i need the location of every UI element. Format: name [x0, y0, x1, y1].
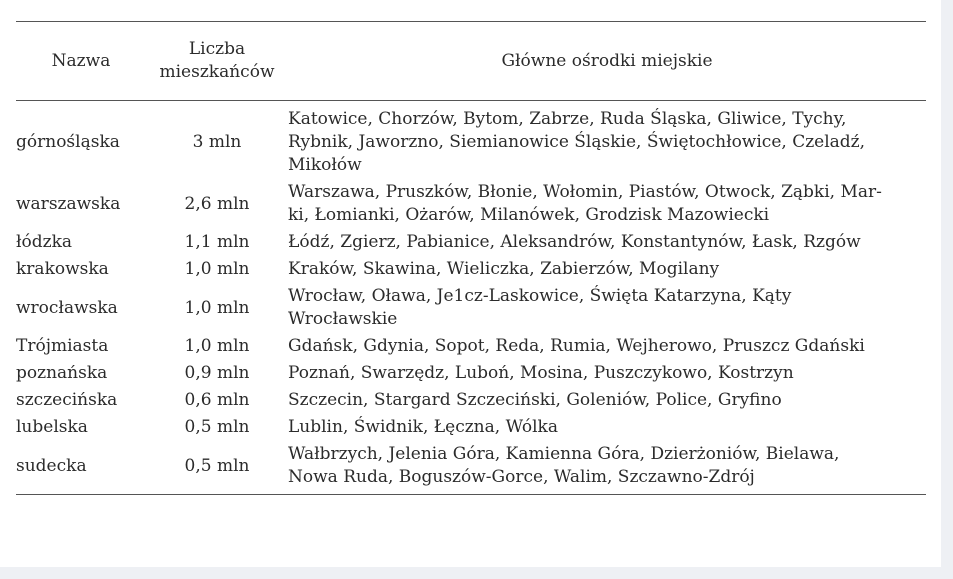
agglomeration-name: poznańska — [16, 363, 108, 383]
cities-list — [288, 441, 926, 495]
cities-line: Katowice, Chorzów, Bytom, Zabrze, Ruda Śląska, Gliwice, Tychy, — [288, 109, 847, 129]
table-header — [16, 22, 926, 101]
cities-line: Wrocław, Oława, Je1cz-Laskowice, Święta Katarzyna, Kąty — [288, 286, 792, 306]
cities-list — [288, 387, 926, 414]
agglomeration-name: krakowska — [16, 259, 109, 279]
header-cities: Główne ośrodki miejskie — [501, 50, 713, 71]
population-value: 1,1 mln — [184, 232, 250, 252]
cities-list — [288, 414, 926, 441]
cities-list — [288, 283, 926, 333]
cities-line: Rybnik, Jaworzno, Siemianowice Śląskie, Świętochłowice, Czeladź, — [288, 132, 866, 152]
cities-list — [288, 229, 926, 256]
header-population — [146, 22, 288, 101]
agglomeration-name: szczecińska — [16, 390, 118, 410]
agglomeration-name: warszawska — [16, 193, 121, 214]
cities-line: Wałbrzych, Jelenia Góra, Kamienna Góra, Dzierżoniów, Bielawa, — [288, 444, 840, 464]
cities-line: Kraków, Skawina, Wieliczka, Zabierzów, Mogilany — [288, 259, 720, 279]
table-row — [16, 283, 926, 333]
cities-list — [288, 333, 926, 360]
cities-line: Łódź, Zgierz, Pabianice, Aleksandrów, Konstantynów, Łask, Rzgów — [288, 232, 861, 252]
population-value: 2,6 mln — [184, 193, 250, 214]
header-population-line1: Liczba — [188, 39, 246, 59]
cities-line: Szczecin, Stargard Szczeciński, Goleniów, Police, Gryfino — [288, 390, 782, 410]
table-row — [16, 387, 926, 414]
agglomeration-name: Trójmiasta — [16, 336, 109, 356]
table-row — [16, 414, 926, 441]
cities-list — [288, 360, 926, 387]
table-body — [16, 101, 926, 495]
agglomeration-name: górnośląska — [16, 132, 120, 152]
header-name: Nazwa — [51, 50, 111, 71]
population-value: 0,6 mln — [184, 390, 250, 410]
header-population-line2: mieszkańców — [159, 62, 275, 82]
population-value: 0,5 mln — [184, 417, 250, 437]
cities-list — [288, 101, 926, 180]
population-value: 0,5 mln — [184, 455, 250, 476]
cities-line: Nowa Ruda, Boguszów-Gorce, Walim, Szczawno-Zdrój — [288, 467, 755, 487]
cities-line: Gdańsk, Gdynia, Sopot, Reda, Rumia, Wejherowo, Pruszcz Gdański — [288, 336, 865, 356]
header-row — [16, 22, 926, 101]
table-row — [16, 256, 926, 283]
agglomeration-name: lubelska — [16, 417, 88, 437]
table-row — [16, 179, 926, 229]
population-value: 0,9 mln — [184, 363, 250, 383]
agglomeration-name: łódzka — [16, 232, 73, 252]
cities-list — [288, 256, 926, 283]
table-row — [16, 101, 926, 180]
cities-line: Wrocławskie — [288, 309, 398, 329]
cities-line: Poznań, Swarzędz, Luboń, Mosina, Puszczykowo, Kostrzyn — [288, 363, 794, 383]
population-value: 1,0 mln — [184, 259, 250, 279]
table-row — [16, 441, 926, 495]
cities-line: Warszawa, Pruszków, Błonie, Wołomin, Piastów, Otwock, Ząbki, Mar- — [288, 182, 882, 202]
agglomeration-name: sudecka — [16, 455, 87, 476]
population-value: 3 mln — [192, 132, 242, 152]
table-row — [16, 333, 926, 360]
table-row — [16, 229, 926, 256]
cities-list — [288, 179, 926, 229]
table-row — [16, 360, 926, 387]
agglomerations-table — [16, 21, 926, 495]
cities-line: ki, Łomianki, Ożarów, Milanówek, Grodzisk Mazowiecki — [288, 205, 770, 225]
cities-line: Mikołów — [288, 155, 362, 175]
population-value: 1,0 mln — [184, 336, 250, 356]
cities-line: Lublin, Świdnik, Łęczna, Wólka — [288, 417, 558, 437]
agglomeration-name: wrocławska — [16, 297, 118, 318]
population-value: 1,0 mln — [184, 297, 250, 318]
